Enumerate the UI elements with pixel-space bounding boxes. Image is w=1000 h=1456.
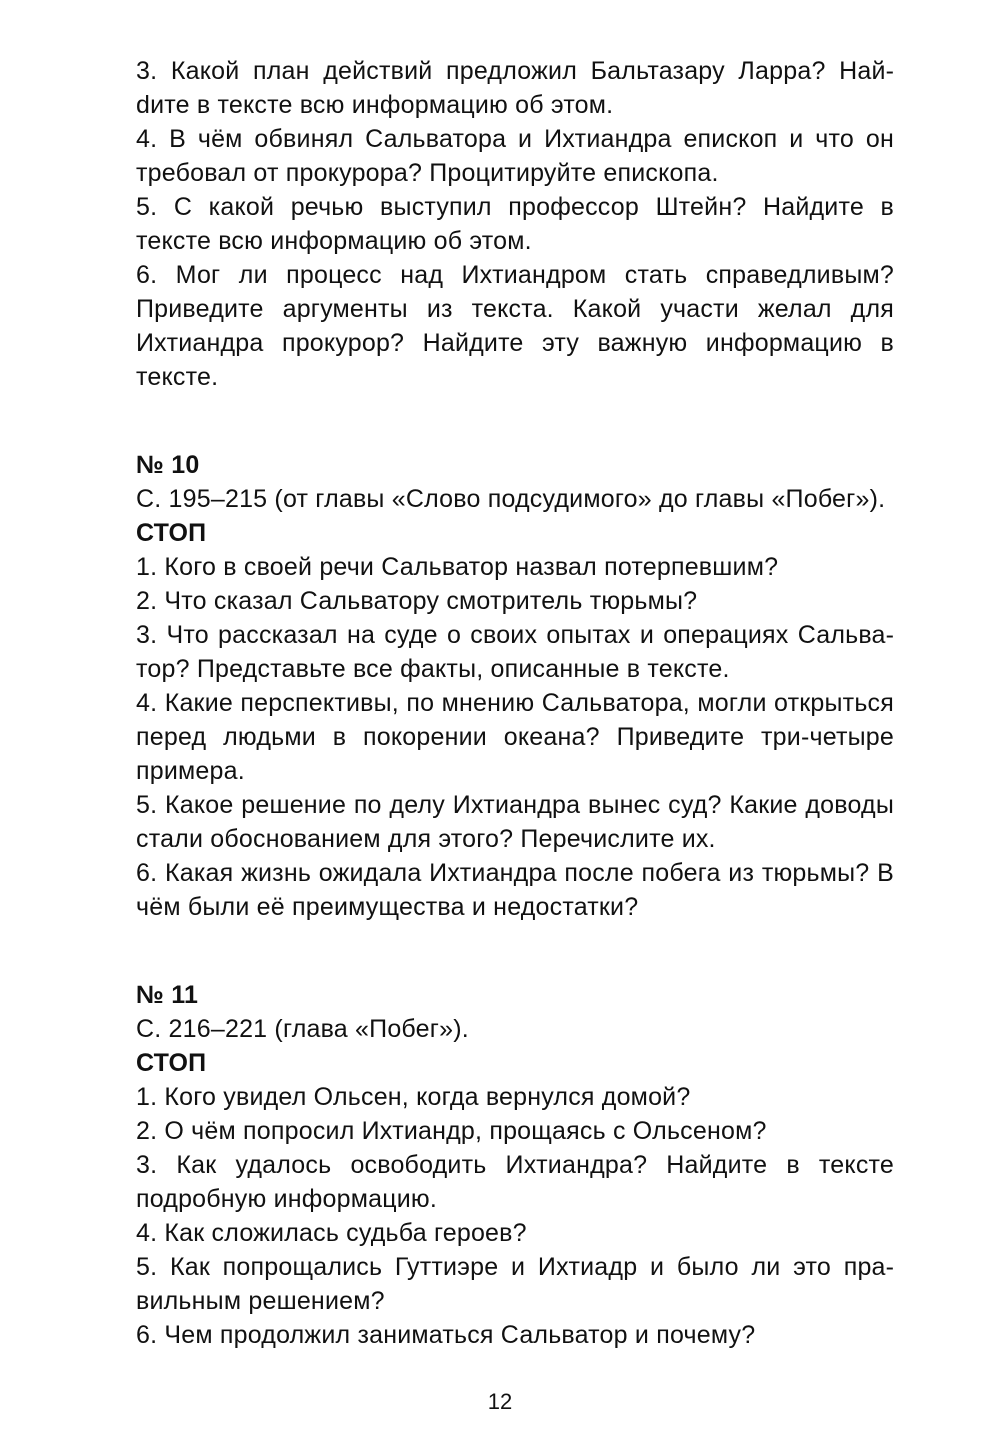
section-10-question-4: 4. Какие перспективы, по мнению Сальватора, могли открыться перед людьми в покорении океана? Приведите три-четыре примера. [136,689,894,785]
page-content [136,54,894,1352]
question-4: 4. В чём обвинял Сальватора и Ихтиандра епископ и что он требовал от прокурора? Процитируйте епископа. [136,125,894,187]
section-10-range: С. 195–215 (от главы «Слово подсудимого» до главы «Побег»). [136,485,886,513]
section-10-question-5: 5. Какое решение по делу Ихтиандра вынес суд? Какие доводы стали обоснованием для этого? Перечислите их. [136,791,894,853]
section-10-question-1: 1. Кого в своей речи Сальватор назвал потерпевшим? [136,553,779,581]
section-11-heading: № 11 [136,981,199,1009]
section-10-question-3: 3. Что рассказал на суде о своих опытах и операциях Сальватор? Представьте все факты, описанные в тексте. [136,621,894,683]
section-11-question-5: 5. Как попрощались Гуттиэре и Ихтиадр и было ли это правильным решением? [136,1253,894,1315]
section-11-question-3: 3. Как удалось освободить Ихтиандра? Найдите в тексте подробную информацию. [136,1151,894,1213]
section-11-question-6: 6. Чем продолжил заниматься Сальватор и почему? [136,1321,756,1349]
section-10-question-2: 2. Что сказал Сальватору смотритель тюрьмы? [136,587,698,615]
question-3: 3. Какой план действий предложил Бальтазару Ларра? Найdите в тексте всю информацию об этом. [136,57,894,119]
page-number: 12 [487,1389,513,1414]
section-10-stop-label: СТОП [136,519,207,547]
section-11-question-1: 1. Кого увидел Ольсен, когда вернулся домой? [136,1083,691,1111]
section-11-question-2: 2. О чём попросил Ихтиандр, прощаясь с Ольсеном? [136,1117,767,1145]
section-11-stop-label: СТОП [136,1049,207,1077]
question-5: 5. С какой речью выступил профессор Штейн? Найдите в тексте всю информацию об этом. [136,193,894,255]
section-11-question-4: 4. Как сложилась судьба героев? [136,1219,527,1247]
section-10-heading: № 10 [136,451,200,479]
section-10-question-6: 6. Какая жизнь ожидала Ихтиандра после побега из тюрьмы? В чём были её преимущества и недостатки? [136,859,894,921]
question-6: 6. Мог ли процесс над Ихтиандром стать справедливым? Приведите аргументы из текста. Какой участи желал для Ихтиандра прокурор? Найдите эту важную информацию в тексте. [136,261,894,391]
section-11-range: С. 216–221 (глава «Побег»). [136,1015,469,1043]
